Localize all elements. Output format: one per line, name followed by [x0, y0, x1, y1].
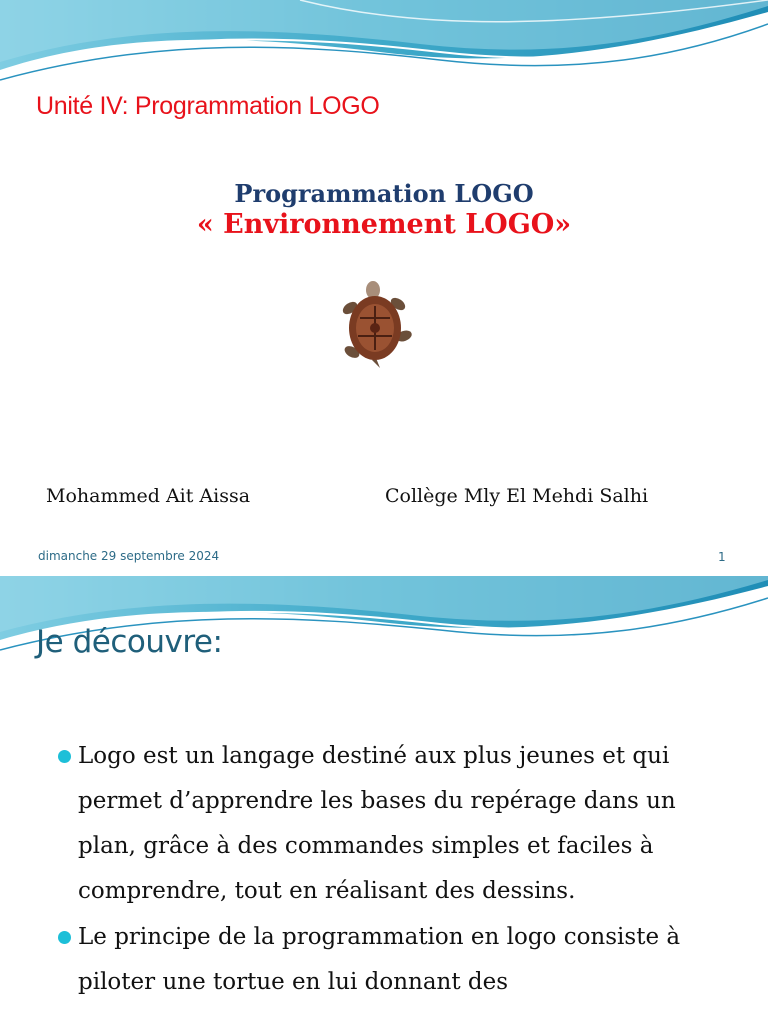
turtle-icon — [310, 260, 440, 390]
school-name: Collège Mly El Mehdi Salhi — [385, 485, 649, 507]
section-heading: Je découvre: — [36, 624, 223, 660]
list-item — [56, 915, 736, 1005]
bullet-text: Logo est un langage destiné aux plus jeunes et qui permet d’apprendre les bases du repérage dans un plan, grâce à des commandes simples et faciles à comprendre, tout en réalisant des dessins. — [78, 743, 676, 904]
subtitle: Programmation LOGO — [234, 179, 534, 208]
main-title: « Environnement LOGO» — [196, 209, 572, 240]
bullet-list — [56, 734, 736, 1006]
list-item — [56, 734, 736, 914]
bullet-icon — [58, 931, 71, 944]
bullet-text: Le principe de la programmation en logo consiste à piloter une tortue en lui donnant des — [78, 924, 681, 995]
bullet-icon — [58, 750, 71, 763]
page-number: 1 — [718, 550, 726, 564]
wave-banner — [0, 0, 768, 90]
unit-title: Unité IV: Programmation LOGO — [36, 92, 380, 120]
author-name: Mohammed Ait Aissa — [46, 485, 251, 507]
slide-date: dimanche 29 septembre 2024 — [38, 549, 220, 563]
slide-2 — [0, 576, 768, 1024]
